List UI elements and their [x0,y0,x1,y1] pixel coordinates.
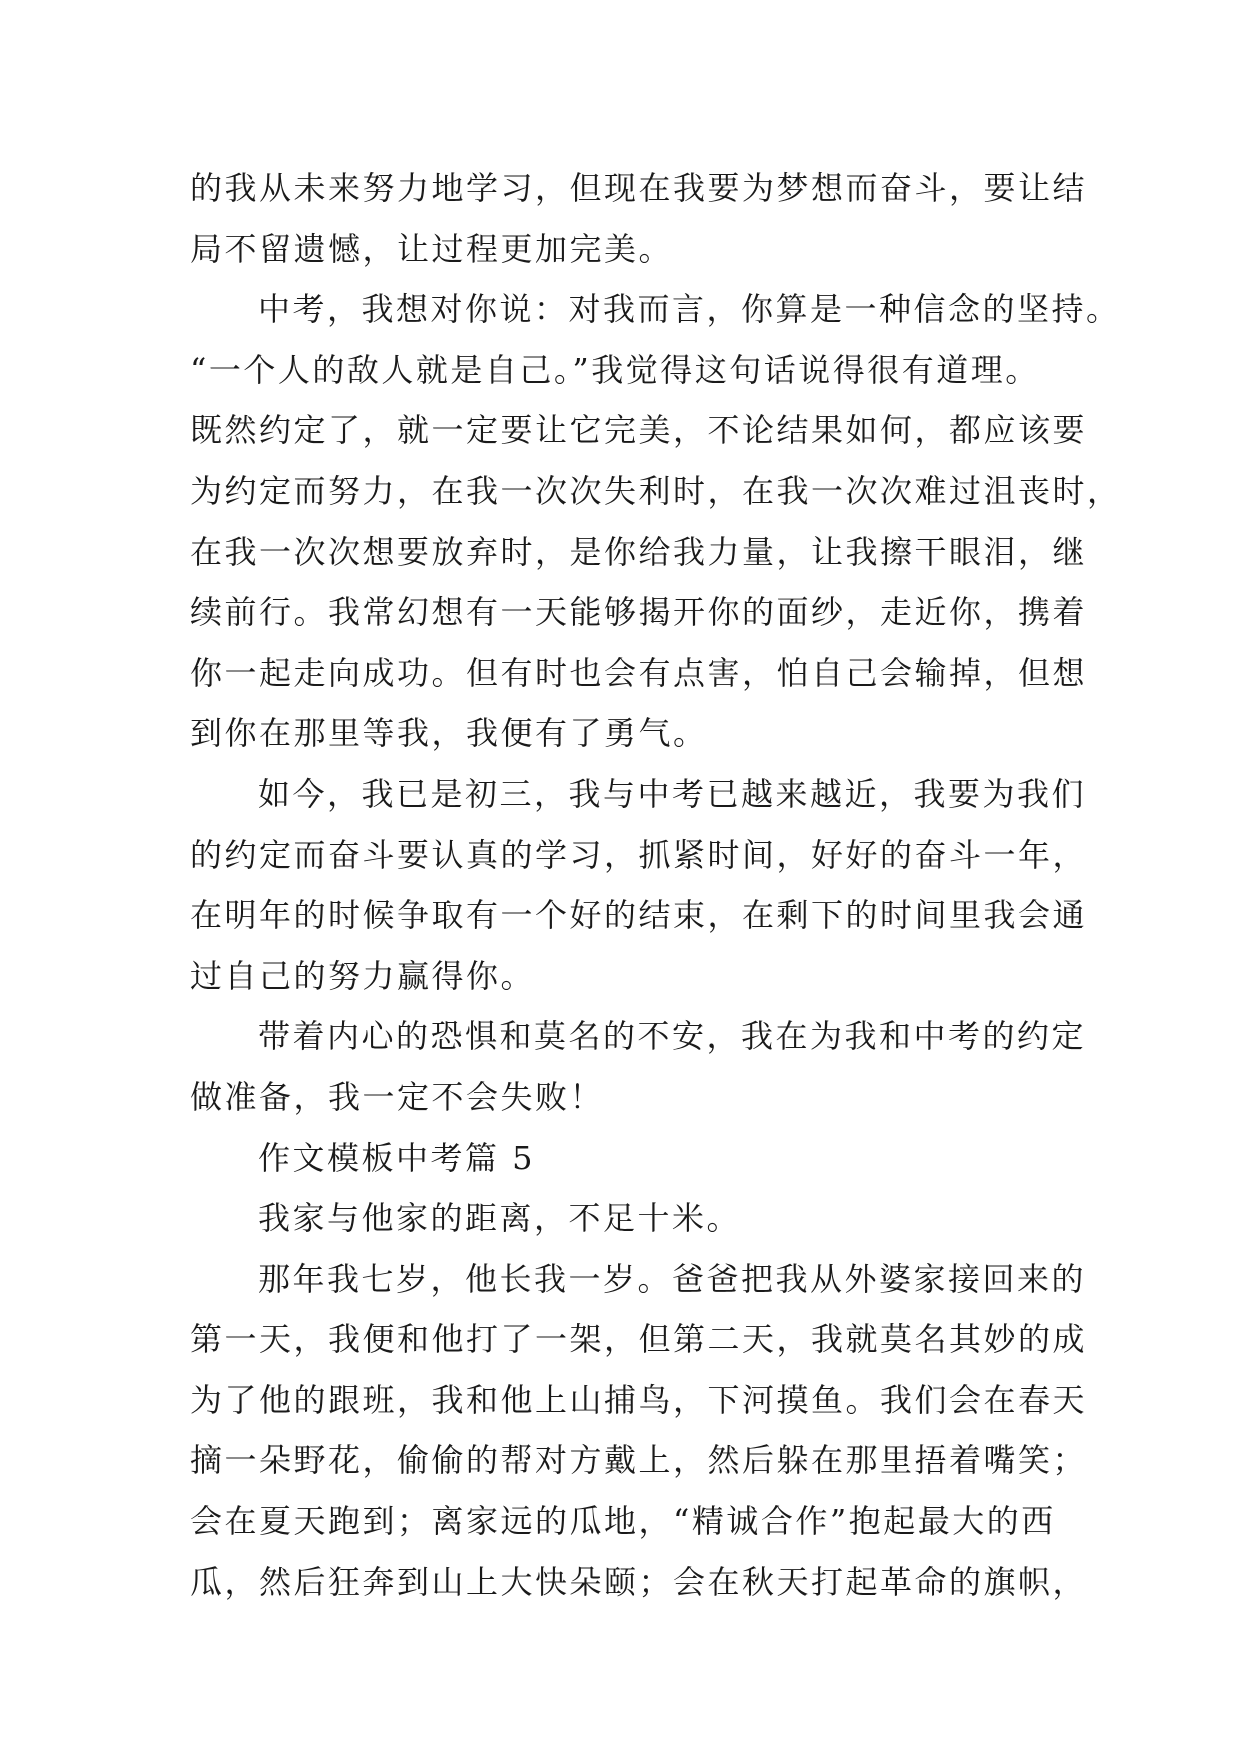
text-line: 会在夏天跑到；离家远的瓜地，“精诚合作”抱起最大的西 [190,1502,1056,1541]
text-line: 在我一次次想要放弃时，是你给我力量，让我擦干眼泪，继 [190,532,1088,571]
text-line: 瓜，然后狂奔到山上大快朵颐；会在秋天打起革命的旗帜， [190,1562,1088,1601]
text-line: 过自己的努力赢得你。 [190,956,536,995]
text-line: 你一起走向成功。但有时也会有点害，怕自己会输掉，但想 [190,653,1088,692]
text-line: 如今，我已是初三，我与中考已越来越近，我要为我们 [258,774,1087,813]
text-line: 摘一朵野花，偷偷的帮对方戴上，然后躲在那里捂着嘴笑； [190,1441,1088,1480]
document-body [190,158,1122,1612]
text-line: 那年我七岁，他长我一岁。爸爸把我从外婆家接回来的 [258,1259,1087,1298]
text-line: 的我从未来努力地学习，但现在我要为梦想而奋斗，要让结 [190,169,1088,207]
text-line: 带着内心的恐惧和莫名的不安，我在为我和中考的约定 [258,1017,1087,1056]
text-line: 的约定而奋斗要认真的学习，抓紧时间，好好的奋斗一年， [190,835,1088,874]
text-line: 既然约定了，就一定要让它完美，不论结果如何，都应该要 [190,411,1088,450]
text-line: “一个人的敌人就是自己。”我觉得这句话说得很有道理。 [190,350,1040,389]
text-line: 续前行。我常幻想有一天能够揭开你的面纱，走近你，携着 [190,593,1088,632]
text-line: 我家与他家的距离，不足十米。 [258,1199,742,1238]
text-line: 为约定而努力，在我一次次失利时，在我一次次难过沮丧时， [190,471,1122,510]
text-line: 在明年的时候争取有一个好的结束，在剩下的时间里我会通 [190,896,1088,935]
text-line: 第一天，我便和他打了一架，但第二天，我就莫名其妙的成 [190,1320,1088,1359]
text-line: 做准备，我一定不会失败！ [190,1077,605,1116]
text-line: 作文模板中考篇 5 [258,1138,536,1177]
text-line: 局不留遗憾，让过程更加完美。 [190,229,674,268]
text-line: 中考，我想对你说：对我而言，你算是一种信念的坚持。 [258,290,1121,329]
text-line: 为了他的跟班，我和他上山捕鸟，下河摸鱼。我们会在春天 [190,1380,1088,1419]
text-line: 到你在那里等我，我便有了勇气。 [190,714,708,753]
